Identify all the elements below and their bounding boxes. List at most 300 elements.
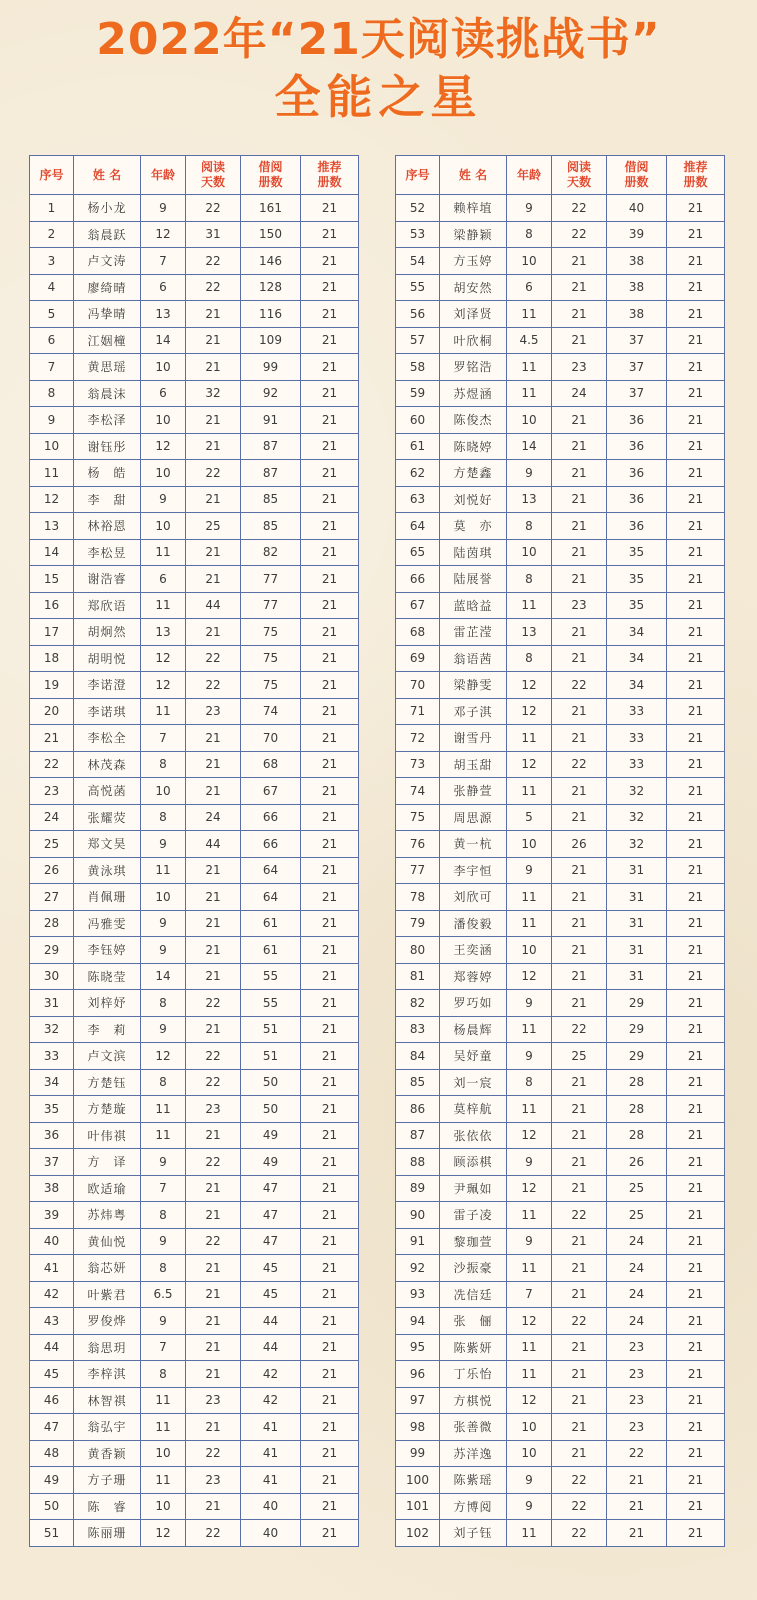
recommended-books: 21 bbox=[301, 1334, 359, 1361]
row-index: 17 bbox=[30, 619, 74, 646]
recommended-books: 21 bbox=[667, 963, 725, 990]
row-index: 52 bbox=[396, 195, 440, 222]
recommended-books: 21 bbox=[301, 698, 359, 725]
reading-days: 23 bbox=[552, 592, 607, 619]
student-age: 10 bbox=[141, 354, 186, 381]
reading-days: 25 bbox=[552, 1043, 607, 1070]
row-index: 49 bbox=[30, 1467, 74, 1494]
table-row bbox=[30, 1202, 359, 1229]
student-age: 11 bbox=[507, 778, 552, 805]
row-index: 99 bbox=[396, 1440, 440, 1467]
student-name: 黎珈萱 bbox=[440, 1228, 507, 1255]
recommended-books: 21 bbox=[667, 460, 725, 487]
student-age: 10 bbox=[141, 778, 186, 805]
borrowed-books: 55 bbox=[241, 963, 301, 990]
row-index: 83 bbox=[396, 1016, 440, 1043]
table-row bbox=[396, 486, 725, 513]
student-age: 11 bbox=[507, 380, 552, 407]
borrowed-books: 41 bbox=[241, 1467, 301, 1494]
recommended-books: 21 bbox=[667, 884, 725, 911]
student-age: 11 bbox=[507, 1202, 552, 1229]
student-age: 10 bbox=[507, 539, 552, 566]
table-row bbox=[396, 1122, 725, 1149]
student-age: 9 bbox=[507, 990, 552, 1017]
table-row bbox=[396, 1255, 725, 1282]
borrowed-books: 66 bbox=[241, 804, 301, 831]
table-row bbox=[396, 884, 725, 911]
recommended-books: 21 bbox=[301, 592, 359, 619]
reading-days: 21 bbox=[186, 486, 241, 513]
student-age: 9 bbox=[141, 1228, 186, 1255]
student-age: 8 bbox=[507, 221, 552, 248]
reading-days: 22 bbox=[552, 221, 607, 248]
reading-days: 24 bbox=[552, 380, 607, 407]
recommended-books: 21 bbox=[667, 221, 725, 248]
student-name: 卢文滨 bbox=[74, 1043, 141, 1070]
row-index: 31 bbox=[30, 990, 74, 1017]
student-age: 11 bbox=[507, 301, 552, 328]
table-row bbox=[30, 1493, 359, 1520]
reading-days: 21 bbox=[186, 354, 241, 381]
table-row bbox=[396, 1096, 725, 1123]
student-age: 12 bbox=[141, 645, 186, 672]
reading-days: 21 bbox=[186, 566, 241, 593]
student-name: 黄香颖 bbox=[74, 1440, 141, 1467]
borrowed-books: 23 bbox=[607, 1387, 667, 1414]
reading-days: 21 bbox=[552, 725, 607, 752]
borrowed-books: 21 bbox=[607, 1493, 667, 1520]
table-row bbox=[30, 327, 359, 354]
borrowed-books: 32 bbox=[607, 804, 667, 831]
student-age: 13 bbox=[507, 619, 552, 646]
recommended-books: 21 bbox=[667, 751, 725, 778]
table-row bbox=[30, 1096, 359, 1123]
header-index: 序号 bbox=[30, 156, 74, 195]
table-row bbox=[30, 195, 359, 222]
reading-days: 22 bbox=[552, 1467, 607, 1494]
student-name: 陈晓莹 bbox=[74, 963, 141, 990]
student-age: 9 bbox=[141, 937, 186, 964]
row-index: 32 bbox=[30, 1016, 74, 1043]
recommended-books: 21 bbox=[301, 1069, 359, 1096]
recommended-books: 21 bbox=[667, 1440, 725, 1467]
student-name: 翁芯妍 bbox=[74, 1255, 141, 1282]
student-name: 方棋悦 bbox=[440, 1387, 507, 1414]
row-index: 16 bbox=[30, 592, 74, 619]
reading-days: 21 bbox=[186, 301, 241, 328]
student-age: 5 bbox=[507, 804, 552, 831]
student-age: 13 bbox=[141, 619, 186, 646]
student-name: 刘一宸 bbox=[440, 1069, 507, 1096]
row-index: 66 bbox=[396, 566, 440, 593]
recommended-books: 21 bbox=[301, 910, 359, 937]
reading-days: 44 bbox=[186, 831, 241, 858]
student-name: 苏洋逸 bbox=[440, 1440, 507, 1467]
borrowed-books: 66 bbox=[241, 831, 301, 858]
reading-days: 22 bbox=[552, 1016, 607, 1043]
student-name: 陈 睿 bbox=[74, 1493, 141, 1520]
reading-days: 22 bbox=[186, 1440, 241, 1467]
row-index: 7 bbox=[30, 354, 74, 381]
reading-days: 21 bbox=[552, 248, 607, 275]
table-row bbox=[396, 1387, 725, 1414]
header-reading-days: 阅读 天数 bbox=[552, 156, 607, 195]
recommended-books: 21 bbox=[301, 354, 359, 381]
student-name: 梁静雯 bbox=[440, 672, 507, 699]
reading-days: 21 bbox=[552, 857, 607, 884]
table-row bbox=[30, 990, 359, 1017]
recommended-books: 21 bbox=[667, 592, 725, 619]
recommended-books: 21 bbox=[667, 990, 725, 1017]
recommended-books: 21 bbox=[301, 274, 359, 301]
student-name: 冯挚晴 bbox=[74, 301, 141, 328]
borrowed-books: 55 bbox=[241, 990, 301, 1017]
borrowed-books: 85 bbox=[241, 513, 301, 540]
row-index: 92 bbox=[396, 1255, 440, 1282]
reading-days: 22 bbox=[186, 1043, 241, 1070]
table-row bbox=[30, 884, 359, 911]
student-name: 廖绮晴 bbox=[74, 274, 141, 301]
student-name: 陈紫瑶 bbox=[440, 1467, 507, 1494]
row-index: 38 bbox=[30, 1175, 74, 1202]
reading-days: 22 bbox=[186, 990, 241, 1017]
reading-days: 32 bbox=[186, 380, 241, 407]
row-index: 80 bbox=[396, 937, 440, 964]
row-index: 41 bbox=[30, 1255, 74, 1282]
student-age: 12 bbox=[507, 1122, 552, 1149]
student-age: 10 bbox=[141, 1493, 186, 1520]
table-row bbox=[30, 645, 359, 672]
student-name: 黄思瑶 bbox=[74, 354, 141, 381]
reading-days: 22 bbox=[552, 672, 607, 699]
reading-days: 22 bbox=[186, 645, 241, 672]
header-recommended-books: 推荐 册数 bbox=[667, 156, 725, 195]
table-row bbox=[396, 592, 725, 619]
student-name: 谢雪丹 bbox=[440, 725, 507, 752]
table-row bbox=[396, 1016, 725, 1043]
recommended-books: 21 bbox=[301, 486, 359, 513]
borrowed-books: 36 bbox=[607, 460, 667, 487]
student-name: 翁语茜 bbox=[440, 645, 507, 672]
student-age: 11 bbox=[507, 725, 552, 752]
student-age: 9 bbox=[141, 486, 186, 513]
student-name: 苏煜涵 bbox=[440, 380, 507, 407]
table-row bbox=[396, 327, 725, 354]
reading-days: 21 bbox=[552, 619, 607, 646]
row-index: 3 bbox=[30, 248, 74, 275]
recommended-books: 21 bbox=[667, 327, 725, 354]
header-name: 姓 名 bbox=[440, 156, 507, 195]
row-index: 63 bbox=[396, 486, 440, 513]
borrowed-books: 34 bbox=[607, 672, 667, 699]
student-name: 方博阅 bbox=[440, 1493, 507, 1520]
table-row bbox=[30, 513, 359, 540]
table-row bbox=[396, 539, 725, 566]
table-row bbox=[396, 698, 725, 725]
recommended-books: 21 bbox=[667, 1467, 725, 1494]
student-name: 吴妤童 bbox=[440, 1043, 507, 1070]
row-index: 10 bbox=[30, 433, 74, 460]
borrowed-books: 75 bbox=[241, 619, 301, 646]
student-name: 翁思玥 bbox=[74, 1334, 141, 1361]
table-row bbox=[30, 433, 359, 460]
reading-days: 21 bbox=[552, 407, 607, 434]
recommended-books: 21 bbox=[301, 1149, 359, 1176]
borrowed-books: 31 bbox=[607, 884, 667, 911]
table-row bbox=[396, 1043, 725, 1070]
borrowed-books: 40 bbox=[241, 1493, 301, 1520]
recommended-books: 21 bbox=[301, 672, 359, 699]
borrowed-books: 77 bbox=[241, 566, 301, 593]
borrowed-books: 28 bbox=[607, 1122, 667, 1149]
table-row bbox=[396, 407, 725, 434]
student-age: 12 bbox=[507, 698, 552, 725]
row-index: 79 bbox=[396, 910, 440, 937]
student-name: 雷子凌 bbox=[440, 1202, 507, 1229]
header-index: 序号 bbox=[396, 156, 440, 195]
table-row bbox=[30, 1414, 359, 1441]
reading-days: 21 bbox=[552, 1069, 607, 1096]
table-row bbox=[30, 407, 359, 434]
student-age: 11 bbox=[141, 1096, 186, 1123]
reading-days: 23 bbox=[186, 1387, 241, 1414]
borrowed-books: 41 bbox=[241, 1440, 301, 1467]
borrowed-books: 109 bbox=[241, 327, 301, 354]
table-row bbox=[396, 751, 725, 778]
student-name: 刘梓妤 bbox=[74, 990, 141, 1017]
student-name: 郑蓉婷 bbox=[440, 963, 507, 990]
student-name: 冯雅雯 bbox=[74, 910, 141, 937]
recommended-books: 21 bbox=[667, 619, 725, 646]
student-age: 8 bbox=[141, 990, 186, 1017]
recommended-books: 21 bbox=[301, 1122, 359, 1149]
header-borrowed-books: 借阅 册数 bbox=[241, 156, 301, 195]
student-age: 8 bbox=[141, 1255, 186, 1282]
student-name: 邓子淇 bbox=[440, 698, 507, 725]
ranking-table-left bbox=[29, 155, 359, 1547]
row-index: 28 bbox=[30, 910, 74, 937]
recommended-books: 21 bbox=[667, 354, 725, 381]
table-row bbox=[396, 460, 725, 487]
table-row bbox=[396, 1228, 725, 1255]
student-name: 陆展誉 bbox=[440, 566, 507, 593]
recommended-books: 21 bbox=[301, 1440, 359, 1467]
ranking-table-right bbox=[395, 155, 725, 1547]
student-age: 9 bbox=[507, 195, 552, 222]
student-age: 8 bbox=[141, 1361, 186, 1388]
reading-days: 22 bbox=[186, 274, 241, 301]
page-title: 2022年“21天阅读挑战书” bbox=[96, 14, 661, 65]
student-age: 8 bbox=[507, 566, 552, 593]
student-name: 欧适瑜 bbox=[74, 1175, 141, 1202]
student-name: 陈晓婷 bbox=[440, 433, 507, 460]
student-name: 雷芷滢 bbox=[440, 619, 507, 646]
borrowed-books: 33 bbox=[607, 751, 667, 778]
borrowed-books: 35 bbox=[607, 539, 667, 566]
recommended-books: 21 bbox=[301, 619, 359, 646]
student-age: 8 bbox=[141, 751, 186, 778]
table-row bbox=[30, 1440, 359, 1467]
borrowed-books: 116 bbox=[241, 301, 301, 328]
row-index: 30 bbox=[30, 963, 74, 990]
student-name: 陈紫妍 bbox=[440, 1334, 507, 1361]
recommended-books: 21 bbox=[667, 301, 725, 328]
row-index: 93 bbox=[396, 1281, 440, 1308]
recommended-books: 21 bbox=[667, 1016, 725, 1043]
student-name: 李宇恒 bbox=[440, 857, 507, 884]
reading-days: 21 bbox=[186, 1334, 241, 1361]
student-age: 11 bbox=[141, 1467, 186, 1494]
recommended-books: 21 bbox=[301, 1308, 359, 1335]
reading-days: 21 bbox=[186, 778, 241, 805]
table-row bbox=[396, 645, 725, 672]
row-index: 5 bbox=[30, 301, 74, 328]
row-index: 47 bbox=[30, 1414, 74, 1441]
student-age: 10 bbox=[141, 1440, 186, 1467]
student-name: 黄仙悦 bbox=[74, 1228, 141, 1255]
reading-days: 22 bbox=[186, 1069, 241, 1096]
recommended-books: 21 bbox=[301, 884, 359, 911]
borrowed-books: 51 bbox=[241, 1016, 301, 1043]
table-row bbox=[30, 380, 359, 407]
borrowed-books: 44 bbox=[241, 1308, 301, 1335]
table-row bbox=[396, 990, 725, 1017]
reading-days: 21 bbox=[186, 433, 241, 460]
reading-days: 21 bbox=[186, 1308, 241, 1335]
recommended-books: 21 bbox=[667, 1387, 725, 1414]
student-age: 11 bbox=[507, 910, 552, 937]
reading-days: 22 bbox=[186, 195, 241, 222]
header-borrowed-books: 借阅 册数 bbox=[607, 156, 667, 195]
student-age: 10 bbox=[507, 831, 552, 858]
student-age: 12 bbox=[141, 672, 186, 699]
recommended-books: 21 bbox=[667, 1255, 725, 1282]
student-age: 12 bbox=[507, 1175, 552, 1202]
recommended-books: 21 bbox=[301, 990, 359, 1017]
borrowed-books: 36 bbox=[607, 407, 667, 434]
table-row bbox=[30, 1016, 359, 1043]
reading-days: 21 bbox=[552, 486, 607, 513]
borrowed-books: 47 bbox=[241, 1175, 301, 1202]
recommended-books: 21 bbox=[667, 486, 725, 513]
student-age: 10 bbox=[507, 248, 552, 275]
table-row bbox=[30, 486, 359, 513]
reading-days: 21 bbox=[552, 1414, 607, 1441]
student-name: 杨晨辉 bbox=[440, 1016, 507, 1043]
row-index: 85 bbox=[396, 1069, 440, 1096]
table-row bbox=[30, 539, 359, 566]
student-name: 苏炜粤 bbox=[74, 1202, 141, 1229]
student-name: 李松泽 bbox=[74, 407, 141, 434]
student-name: 胡安然 bbox=[440, 274, 507, 301]
student-age: 11 bbox=[141, 1387, 186, 1414]
student-age: 10 bbox=[507, 1414, 552, 1441]
borrowed-books: 29 bbox=[607, 1016, 667, 1043]
reading-days: 21 bbox=[552, 1228, 607, 1255]
recommended-books: 21 bbox=[667, 407, 725, 434]
table-row bbox=[396, 619, 725, 646]
student-name: 方楚鑫 bbox=[440, 460, 507, 487]
borrowed-books: 45 bbox=[241, 1281, 301, 1308]
reading-days: 21 bbox=[186, 407, 241, 434]
reading-days: 21 bbox=[186, 857, 241, 884]
reading-days: 21 bbox=[186, 1122, 241, 1149]
table-row bbox=[396, 804, 725, 831]
student-age: 11 bbox=[507, 884, 552, 911]
borrowed-books: 37 bbox=[607, 327, 667, 354]
borrowed-books: 47 bbox=[241, 1228, 301, 1255]
student-age: 10 bbox=[141, 407, 186, 434]
recommended-books: 21 bbox=[667, 195, 725, 222]
row-index: 100 bbox=[396, 1467, 440, 1494]
student-age: 7 bbox=[141, 248, 186, 275]
row-index: 68 bbox=[396, 619, 440, 646]
student-age: 14 bbox=[141, 327, 186, 354]
reading-days: 23 bbox=[552, 354, 607, 381]
header-recommended-books: 推荐 册数 bbox=[301, 156, 359, 195]
student-name: 陆茵琪 bbox=[440, 539, 507, 566]
reading-days: 21 bbox=[186, 963, 241, 990]
row-index: 25 bbox=[30, 831, 74, 858]
student-age: 12 bbox=[507, 751, 552, 778]
borrowed-books: 21 bbox=[607, 1520, 667, 1547]
recommended-books: 21 bbox=[301, 1096, 359, 1123]
recommended-books: 21 bbox=[301, 195, 359, 222]
borrowed-books: 150 bbox=[241, 221, 301, 248]
borrowed-books: 34 bbox=[607, 619, 667, 646]
reading-days: 21 bbox=[552, 460, 607, 487]
table-row bbox=[30, 804, 359, 831]
recommended-books: 21 bbox=[301, 433, 359, 460]
reading-days: 21 bbox=[552, 990, 607, 1017]
reading-days: 26 bbox=[552, 831, 607, 858]
recommended-books: 21 bbox=[667, 1281, 725, 1308]
table-row bbox=[30, 1175, 359, 1202]
student-age: 9 bbox=[507, 857, 552, 884]
borrowed-books: 128 bbox=[241, 274, 301, 301]
student-name: 丁乐怡 bbox=[440, 1361, 507, 1388]
row-index: 91 bbox=[396, 1228, 440, 1255]
row-index: 42 bbox=[30, 1281, 74, 1308]
student-name: 张耀荧 bbox=[74, 804, 141, 831]
reading-days: 21 bbox=[186, 1493, 241, 1520]
table-row bbox=[30, 857, 359, 884]
borrowed-books: 61 bbox=[241, 937, 301, 964]
table-row bbox=[396, 1493, 725, 1520]
student-age: 11 bbox=[141, 857, 186, 884]
borrowed-books: 77 bbox=[241, 592, 301, 619]
student-name: 郑欣语 bbox=[74, 592, 141, 619]
student-age: 9 bbox=[507, 460, 552, 487]
recommended-books: 21 bbox=[667, 831, 725, 858]
table-row bbox=[396, 1308, 725, 1335]
student-name: 罗铭浩 bbox=[440, 354, 507, 381]
row-index: 4 bbox=[30, 274, 74, 301]
borrowed-books: 31 bbox=[607, 857, 667, 884]
table-row bbox=[396, 672, 725, 699]
table-row bbox=[30, 963, 359, 990]
recommended-books: 21 bbox=[301, 539, 359, 566]
student-name: 刘子钰 bbox=[440, 1520, 507, 1547]
borrowed-books: 34 bbox=[607, 645, 667, 672]
student-age: 11 bbox=[507, 354, 552, 381]
recommended-books: 21 bbox=[667, 274, 725, 301]
recommended-books: 21 bbox=[667, 725, 725, 752]
student-name: 方 译 bbox=[74, 1149, 141, 1176]
student-name: 胡炯然 bbox=[74, 619, 141, 646]
table-row bbox=[396, 1281, 725, 1308]
table-row bbox=[396, 274, 725, 301]
